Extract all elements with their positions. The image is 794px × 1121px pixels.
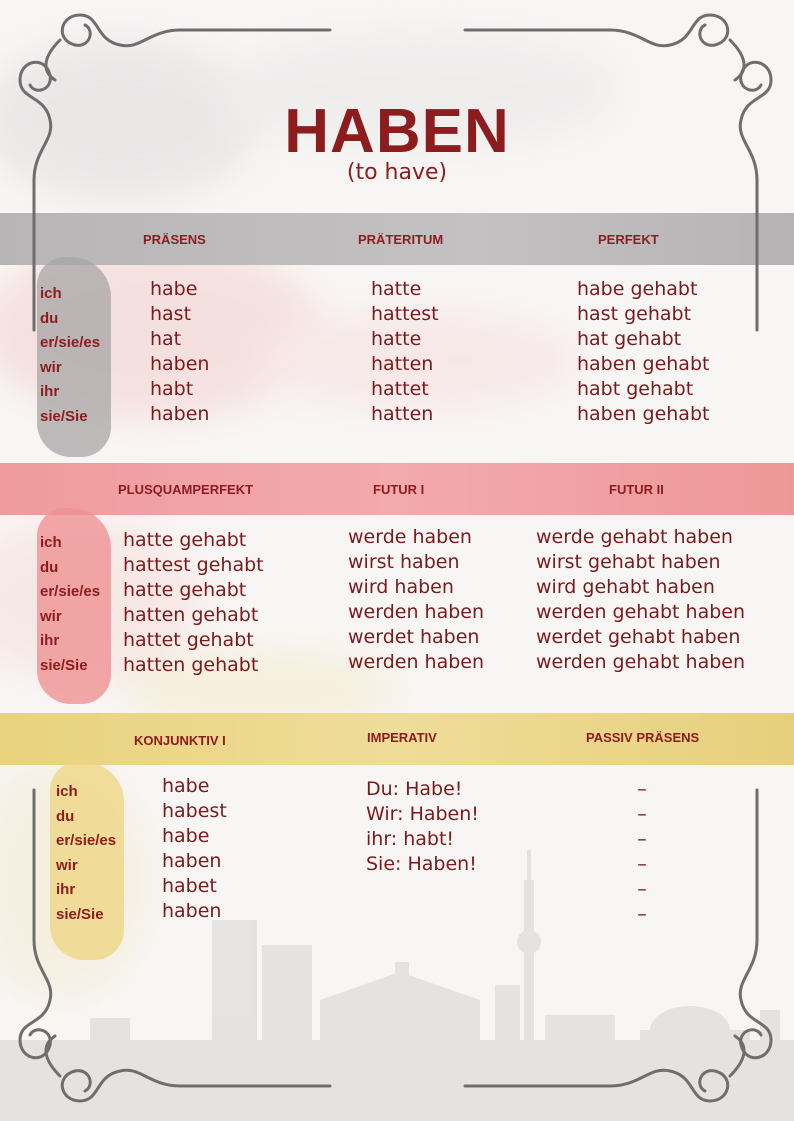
conjugation: hattest xyxy=(371,303,439,325)
header-passiv-praesens: PASSIV PRÄSENS xyxy=(586,730,700,745)
praesens-column xyxy=(150,277,209,427)
conjugation: haben xyxy=(150,353,210,375)
conjugation: werden gehabt haben xyxy=(536,651,745,673)
conjugation: haben gehabt xyxy=(577,353,710,375)
header-imperativ: IMPERATIV xyxy=(367,730,437,745)
conjugation: – xyxy=(637,903,647,925)
conjugation: habe xyxy=(150,278,198,300)
conjugation: hat gehabt xyxy=(577,328,682,350)
pronoun-list xyxy=(40,282,100,429)
header-konjunktiv-1: KONJUNKTIV I xyxy=(134,733,226,748)
header-praesens: PRÄSENS xyxy=(143,232,206,247)
header-futur-2: FUTUR II xyxy=(609,482,664,497)
conjugation: hattet xyxy=(371,378,429,400)
conjugation: wird gehabt haben xyxy=(536,576,715,598)
conjugation: haben gehabt xyxy=(577,403,710,425)
conjugation: hatten gehabt xyxy=(123,604,259,626)
conjugation: habet xyxy=(162,875,217,897)
pronoun: ihr xyxy=(56,881,76,898)
conjugation: habt gehabt xyxy=(577,378,694,400)
plusquamperfekt-column xyxy=(123,528,264,678)
conjugation: ihr: habt! xyxy=(366,828,455,850)
conjugation: – xyxy=(637,828,647,850)
header-plusquamperfekt: PLUSQUAMPERFEKT xyxy=(118,482,254,497)
pronoun: ich xyxy=(56,783,78,800)
conjugation: wirst haben xyxy=(348,551,460,573)
futur-1-column xyxy=(348,525,484,675)
conjugation: – xyxy=(637,853,647,875)
perfekt-column xyxy=(577,277,709,427)
page-subtitle: (to have) xyxy=(346,160,448,185)
conjugation: haben xyxy=(162,900,222,922)
pronoun: er/sie/es xyxy=(40,334,101,351)
conjugation: habe xyxy=(162,775,210,797)
conjugation: wirst gehabt haben xyxy=(536,551,721,573)
conjugation: hatten gehabt xyxy=(123,654,259,676)
conjugation: hatte xyxy=(371,278,422,300)
conjugation: hattet gehabt xyxy=(123,629,254,651)
conjugation: haben xyxy=(162,850,222,872)
conjugation: hatte xyxy=(371,328,422,350)
conjugation: hattest gehabt xyxy=(123,554,264,576)
conjugation: werdet haben xyxy=(348,626,480,648)
header-futur-1: FUTUR I xyxy=(373,482,425,497)
conjugation: Wir: Haben! xyxy=(366,803,479,825)
conjugation: hatte gehabt xyxy=(123,529,247,551)
conjugation: habe gehabt xyxy=(577,278,698,300)
praeteritum-column xyxy=(371,277,439,427)
conjugation: werden gehabt haben xyxy=(536,601,745,623)
conjugation: wird haben xyxy=(348,576,454,598)
pronoun: er/sie/es xyxy=(40,583,101,600)
pronoun: ich xyxy=(40,285,62,302)
conjugation: habest xyxy=(162,800,227,822)
conjugation: – xyxy=(637,778,647,800)
futur-2-column xyxy=(536,525,745,675)
pronoun: ihr xyxy=(40,383,60,400)
passiv-praesens-column xyxy=(622,777,662,927)
pronoun: wir xyxy=(40,607,62,625)
conjugation: hatten xyxy=(371,403,434,425)
conjugation: habe xyxy=(162,825,210,847)
conjugation: hatte gehabt xyxy=(123,579,247,601)
conjugation: werde gehabt haben xyxy=(536,526,733,548)
pronoun: sie/Sie xyxy=(56,905,104,923)
pronoun: du xyxy=(40,558,59,576)
pronoun: du xyxy=(40,309,59,327)
imperativ-column xyxy=(366,777,479,877)
pronoun: ich xyxy=(40,534,62,551)
conjugation: hatten xyxy=(371,353,434,375)
pronoun-list xyxy=(56,780,116,927)
conjugation: werden haben xyxy=(348,651,485,673)
header-praeteritum: PRÄTERITUM xyxy=(358,232,444,247)
conjugation: haben xyxy=(150,403,210,425)
pronoun: sie/Sie xyxy=(40,407,88,425)
conjugation: – xyxy=(637,878,647,900)
pronoun: sie/Sie xyxy=(40,656,88,674)
pronoun: wir xyxy=(56,856,78,874)
pronoun: ihr xyxy=(40,632,60,649)
header-perfekt: PERFEKT xyxy=(598,232,659,247)
conjugation: hat xyxy=(150,328,182,350)
conjugation: – xyxy=(637,803,647,825)
pronoun: wir xyxy=(40,358,62,376)
conjugation: werde haben xyxy=(348,526,472,548)
conjugation: werdet gehabt haben xyxy=(536,626,741,648)
conjugation: hast xyxy=(150,303,192,325)
konjunktiv-1-column xyxy=(162,774,227,924)
conjugation: hast gehabt xyxy=(577,303,692,325)
conjugation: Sie: Haben! xyxy=(366,853,477,875)
conjugation: Du: Habe! xyxy=(366,778,463,800)
conjugation: werden haben xyxy=(348,601,485,623)
pronoun-list xyxy=(40,531,100,678)
page-title: HABEN xyxy=(284,97,510,166)
conjugation: habt xyxy=(150,378,194,400)
pronoun: du xyxy=(56,807,75,825)
pronoun: er/sie/es xyxy=(56,832,117,849)
